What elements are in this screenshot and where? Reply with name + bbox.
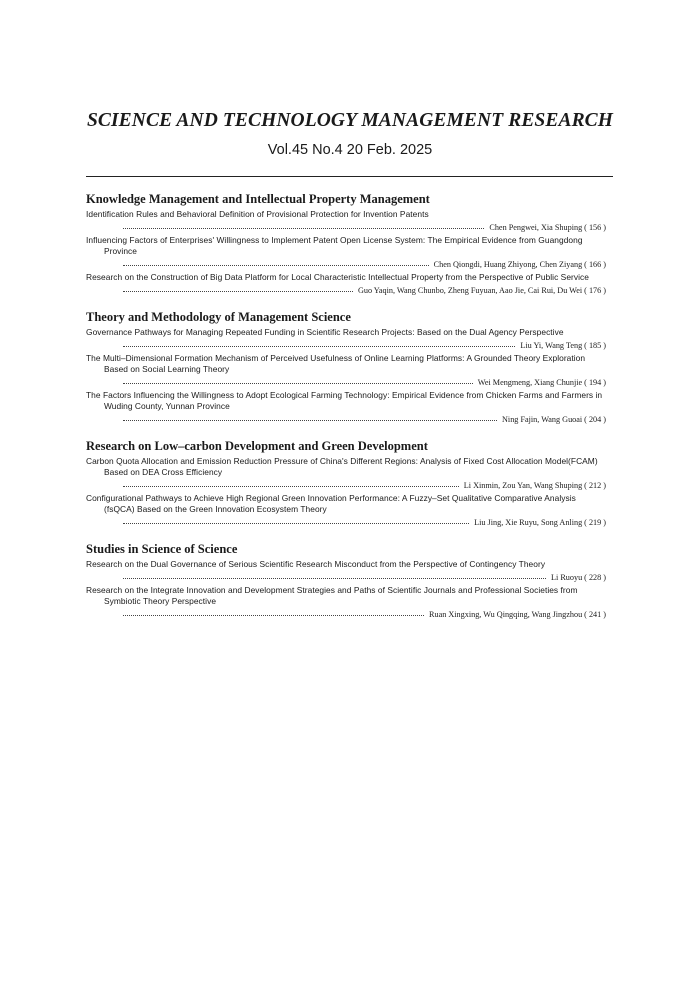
article-page-number: ( 219 )	[584, 518, 606, 527]
issue-info: Vol.45 No.4 20 Feb. 2025	[267, 142, 433, 158]
article-authors: Chen Pengwei, Xia Shuping	[489, 223, 583, 232]
article-title: The Multi–Dimensional Formation Mechanism of Perceived Usefulness of Online Learning Platforms: A Grounded Theory Exploration Based on Social Learning Theory	[86, 353, 586, 374]
toc-entry[interactable]	[86, 353, 606, 388]
toc-entry[interactable]	[86, 327, 606, 351]
article-title: Research on the Dual Governance of Serious Scientific Research Misconduct from the Perspective of Contingency Theory	[86, 559, 546, 569]
dot-leader	[123, 523, 469, 524]
article-page-number: ( 228 )	[584, 573, 606, 582]
article-page-number: ( 176 )	[584, 286, 606, 295]
article-authors: Li Xinmin, Zou Yan, Wang Shuping	[463, 481, 583, 490]
article-meta	[86, 257, 606, 270]
article-authors: Liu Yi, Wang Teng	[520, 341, 583, 350]
article-meta	[86, 283, 606, 296]
article-meta	[86, 515, 606, 528]
section-title: Research on Low–carbon Development and Green Development	[86, 439, 428, 453]
toc-entry[interactable]	[86, 209, 606, 233]
article-page-number: ( 156 )	[584, 223, 606, 232]
toc-section	[86, 541, 606, 620]
toc-entry[interactable]	[86, 272, 606, 296]
article-meta	[86, 478, 606, 491]
dot-leader	[123, 615, 424, 616]
article-meta	[86, 570, 606, 583]
toc-section	[86, 191, 606, 296]
dot-leader	[123, 265, 429, 266]
toc-section	[86, 438, 606, 528]
article-title: Influencing Factors of Enterprises' Willingness to Implement Patent Open License System: The Empirical Evidence from Guangdong Province	[86, 235, 583, 256]
section-title: Studies in Science of Science	[86, 542, 238, 556]
article-page-number: ( 212 )	[584, 481, 606, 490]
article-title: The Factors Influencing the Willingness to Adopt Ecological Farming Technology: Empirical Evidence from Chicken Farms and Farmers in Wuding County, Yunnan Province	[86, 390, 603, 411]
toc-entry[interactable]	[86, 456, 606, 491]
article-title: Research on the Construction of Big Data Platform for Local Characteristic Intellectual Property from the Perspective of Public Service	[86, 272, 589, 282]
toc-entry[interactable]	[86, 493, 606, 528]
dot-leader	[123, 486, 459, 487]
article-page-number: ( 166 )	[584, 260, 606, 269]
article-meta	[86, 338, 606, 351]
toc-entry[interactable]	[86, 235, 606, 270]
toc-entry[interactable]	[86, 585, 606, 620]
article-authors: Wei Mengmeng, Xiang Chunjie	[477, 378, 583, 387]
dot-leader	[123, 291, 353, 292]
article-authors: Li Ruoyu	[551, 573, 583, 582]
article-authors: Ruan Xingxing, Wu Qingqing, Wang Jingzhou	[429, 610, 583, 619]
article-authors: Guo Yaqin, Wang Chunbo, Zheng Fuyuan, Aao Jie, Cai Rui, Du Wei	[357, 286, 583, 295]
toc-section	[86, 309, 606, 425]
dot-leader	[123, 420, 497, 421]
article-title: Configurational Pathways to Achieve High Regional Green Innovation Performance: A Fuzzy–Set Qualitative Comparative Analysis (fsQCA) Based on the Green Innovation Ecosystem Theory	[86, 493, 576, 514]
toc-entry[interactable]	[86, 390, 606, 425]
article-title: Research on the Integrate Innovation and Development Strategies and Paths of Scientific Journals and Professional Societies from Symbiotic Theory Perspective	[86, 585, 578, 606]
header-divider	[86, 176, 613, 177]
article-authors: Liu Jing, Xie Ruyu, Song Anling	[474, 518, 583, 527]
article-page-number: ( 241 )	[584, 610, 606, 619]
toc-entry[interactable]	[86, 559, 606, 583]
article-page-number: ( 194 )	[584, 378, 606, 387]
article-title: Governance Pathways for Managing Repeated Funding in Scientific Research Projects: Based on the Dual Agency Perspective	[86, 327, 564, 337]
table-of-contents	[86, 191, 606, 633]
article-title: Carbon Quota Allocation and Emission Reduction Pressure of China's Different Regions: Analysis of Fixed Cost Allocation Model(FCAM) Based on DEA Cross Efficiency	[86, 456, 598, 477]
dot-leader	[123, 346, 515, 347]
section-title: Theory and Methodology of Management Science	[86, 310, 351, 324]
article-meta	[86, 412, 606, 425]
article-page-number: ( 185 )	[584, 341, 606, 350]
journal-title: SCIENCE AND TECHNOLOGY MANAGEMENT RESEARCH	[86, 110, 614, 131]
dot-leader	[123, 228, 484, 229]
dot-leader	[123, 383, 473, 384]
article-page-number: ( 204 )	[584, 415, 606, 424]
article-title: Identification Rules and Behavioral Definition of Provisional Protection for Invention Patents	[86, 209, 429, 219]
article-authors: Ning Fajin, Wang Guoai	[502, 415, 583, 424]
section-title: Knowledge Management and Intellectual Property Management	[86, 192, 430, 206]
article-meta	[86, 220, 606, 233]
article-meta	[86, 375, 606, 388]
dot-leader	[123, 578, 546, 579]
article-meta	[86, 607, 606, 620]
article-authors: Chen Qiongdi, Huang Zhiyong, Chen Ziyang	[433, 260, 583, 269]
